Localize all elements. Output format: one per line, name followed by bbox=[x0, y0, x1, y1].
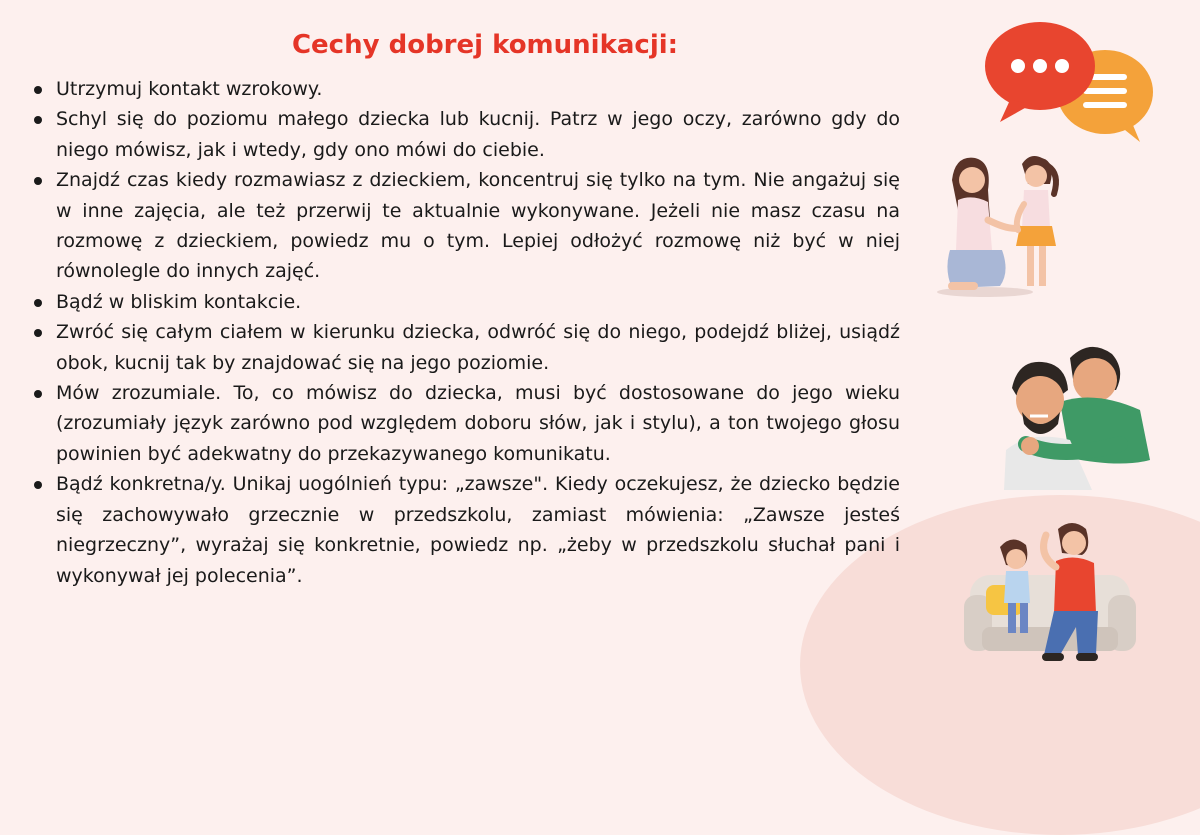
bullet-item: Zwróć się całym ciałem w kierunku dziecka, odwróć się do niego, podejdź bliżej, usiądź obok, kucnij tak by znajdować się na jego poziomie. bbox=[30, 317, 900, 378]
bullet-item: Utrzymuj kontakt wzrokowy. bbox=[30, 74, 900, 104]
bullet-item: Znajdź czas kiedy rozmawiasz z dzieckiem, koncentruj się tylko na tym. Nie angażuj się w inne zajęcia, ale też przerwij te aktualnie wykonywane. Jeżeli nie masz czasu na rozmowę z dzieckiem, powiedz mu o tym. Lepiej odłożyć rozmowę niż być w niej równolegle do innych zajęć. bbox=[30, 165, 900, 287]
bullet-item: Bądź konkretna/y. Unikaj uogólnień typu: „zawsze". Kiedy oczekujesz, że dziecko będzie się zachowywało grzecznie w przedszkolu, zamiast mówienia: „Zawsze jesteś niegrzeczny”, wyrażaj się konkretnie, powiedz np. „żeby w przedszkolu słuchał pani i wykonywał jej polecenia”. bbox=[30, 469, 900, 591]
speech-bubbles-icon bbox=[980, 14, 1170, 144]
mother-kneeling-child-illustration bbox=[930, 150, 1090, 300]
father-hugging-son-illustration bbox=[1000, 340, 1170, 490]
bullet-item: Bądź w bliskim kontakcie. bbox=[30, 287, 900, 317]
bullet-item: Mów zrozumiale. To, co mówisz do dziecka, musi być dostosowane do jego wieku (zrozumiały język zarówno pod względem doboru słów, jak i stylu), a ton twojego głosu powinien być adekwatny do przekazywanego komunikatu. bbox=[30, 378, 900, 469]
bullet-list bbox=[30, 74, 900, 591]
bullet-item: Schyl się do poziomu małego dziecka lub kucnij. Patrz w jego oczy, zarówno gdy do niego mówisz, jak i wtedy, gdy ono mówi do ciebie. bbox=[30, 104, 900, 165]
slide-title: Cechy dobrej komunikacji: bbox=[291, 30, 679, 60]
mother-daughter-couch-illustration bbox=[960, 515, 1140, 670]
slide-content bbox=[30, 30, 900, 591]
